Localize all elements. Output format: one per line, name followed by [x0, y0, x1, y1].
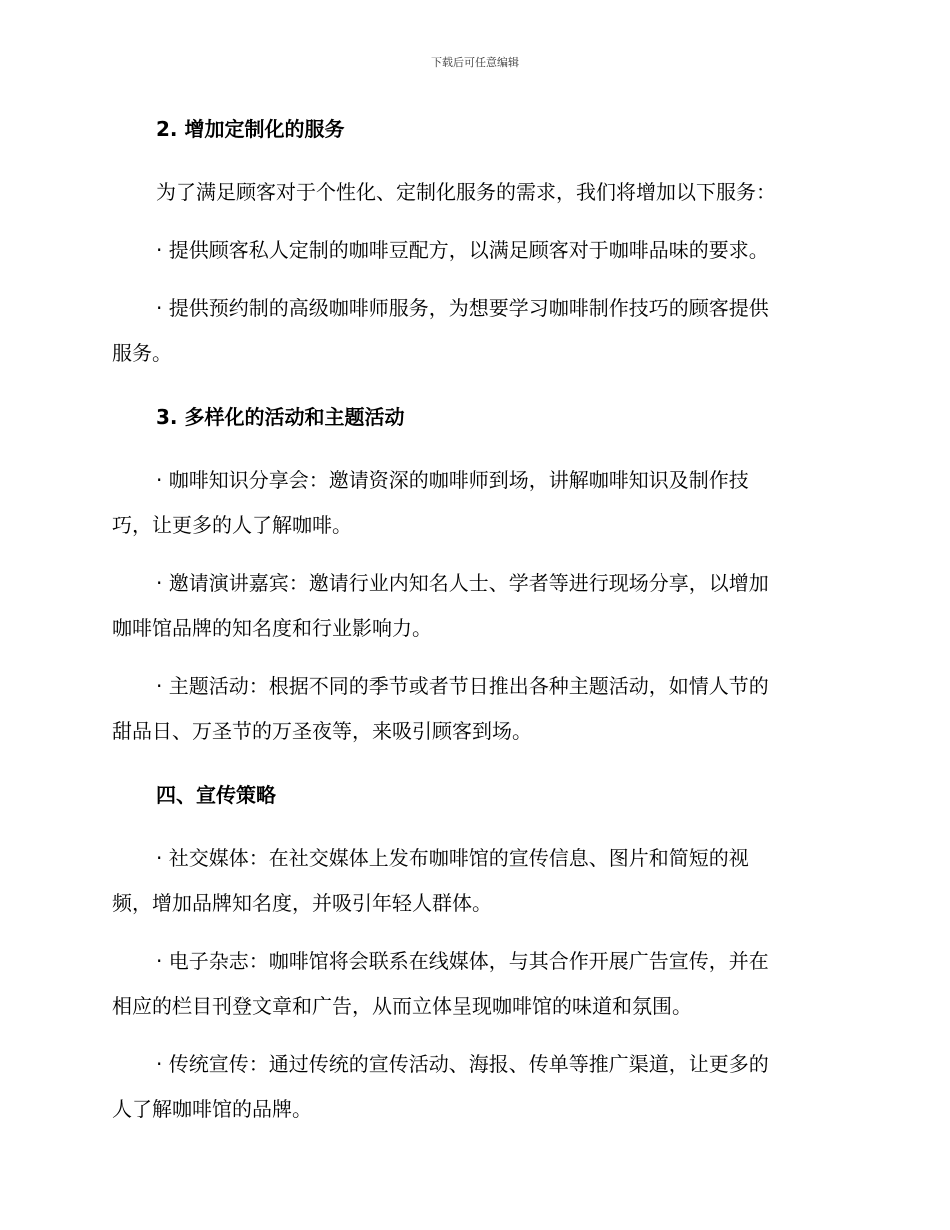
- block-spacer: [112, 812, 822, 836]
- block-spacer: [112, 651, 822, 664]
- block-spacer: [112, 1029, 822, 1042]
- paragraph: [112, 836, 822, 926]
- paragraph: [112, 664, 822, 754]
- paragraph-line: · 传统宣传：通过传统的宣传活动、海报、传单等推广渠道，让更多的: [156, 1052, 769, 1076]
- header-note: 下载后可任意编辑: [431, 56, 519, 69]
- paragraph-line: 服务。: [112, 341, 172, 365]
- paragraph-line: · 邀请演讲嘉宾：邀请行业内知名人士、学者等进行现场分享，以增加: [156, 571, 769, 595]
- paragraph-line: · 提供顾客私人定制的咖啡豆配方，以满足顾客对于咖啡品味的要求。: [156, 238, 769, 262]
- block-spacer: [112, 754, 822, 778]
- block-spacer: [112, 146, 822, 170]
- paragraph-line: · 主题活动：根据不同的季节或者节日推出各种主题活动，如情人节的: [156, 674, 769, 698]
- section-heading: 四、宣传策略: [156, 783, 276, 807]
- paragraph-line: 人了解咖啡馆的品牌。: [112, 1097, 312, 1121]
- block-spacer: [112, 273, 822, 286]
- section-heading: 3. 多样化的活动和主题活动: [156, 405, 405, 429]
- paragraph-line: 频，增加品牌知名度，并吸引年轻人群体。: [112, 891, 492, 915]
- section-heading: 2. 增加定制化的服务: [156, 117, 345, 141]
- paragraph-line: 相应的栏目刊登文章和广告，从而立体呈现咖啡馆的味道和氛围。: [112, 994, 692, 1018]
- paragraph: [112, 458, 822, 548]
- block-spacer: [112, 548, 822, 561]
- paragraph-line: · 咖啡知识分享会：邀请资深的咖啡师到场，讲解咖啡知识及制作技: [156, 468, 749, 492]
- paragraph: [112, 228, 822, 273]
- document-body: [112, 112, 822, 1132]
- paragraph: [112, 939, 822, 1029]
- paragraph: [112, 286, 822, 376]
- paragraph: [112, 170, 822, 215]
- block-spacer: [112, 926, 822, 939]
- block-spacer: [112, 215, 822, 228]
- paragraph: [112, 561, 822, 651]
- paragraph-line: 巧，让更多的人了解咖啡。: [112, 513, 352, 537]
- paragraph-line: 甜品日、万圣节的万圣夜等，来吸引顾客到场。: [112, 719, 532, 743]
- paragraph-line: · 社交媒体：在社交媒体上发布咖啡馆的宣传信息、图片和简短的视: [156, 846, 749, 870]
- block-spacer: [112, 376, 822, 400]
- block-spacer: [112, 434, 822, 458]
- paragraph: [112, 1042, 822, 1132]
- paragraph-line: · 电子杂志：咖啡馆将会联系在线媒体，与其合作开展广告宣传，并在: [156, 949, 769, 973]
- paragraph-line: 咖啡馆品牌的知名度和行业影响力。: [112, 616, 432, 640]
- paragraph-line: 为了满足顾客对于个性化、定制化服务的需求，我们将增加以下服务：: [156, 180, 776, 204]
- paragraph-line: · 提供预约制的高级咖啡师服务，为想要学习咖啡制作技巧的顾客提供: [156, 296, 769, 320]
